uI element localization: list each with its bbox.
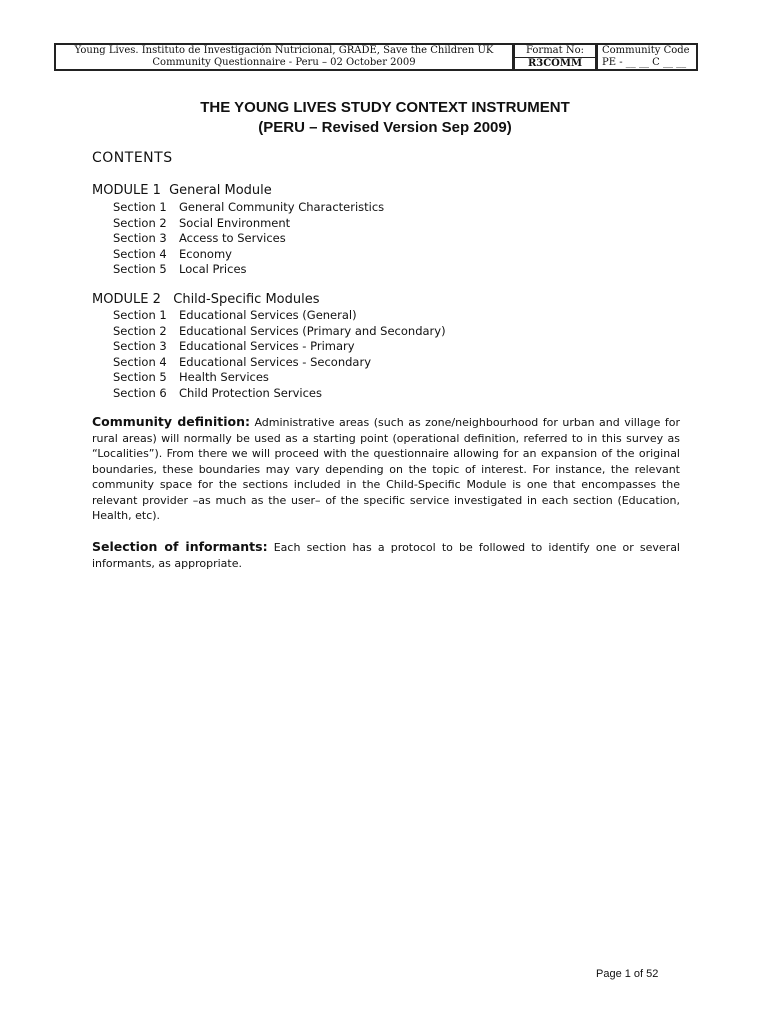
- list-item: Section 3 Educational Services - Primary: [113, 339, 355, 353]
- list-item: Section 5 Health Services: [113, 370, 269, 384]
- list-item: Section 3 Access to Services: [113, 231, 286, 245]
- list-item: Section 5 Local Prices: [113, 262, 247, 276]
- module-2-label: MODULE 2: [92, 292, 161, 307]
- header-community-code-cell: [596, 45, 696, 69]
- community-code-label: Community Code: [602, 45, 690, 56]
- header-format-cell: [513, 45, 596, 69]
- module-1-section-list: [113, 200, 384, 278]
- module-1-label: MODULE 1: [92, 183, 161, 198]
- document-subtitle: (PERU – Revised Version Sep 2009): [258, 119, 512, 136]
- community-definition-text: Administrative areas (such as zone/neighbourhood for urban and village for rural areas) will normally be used as a starting point (operational definition, referred to in this survey as “Localities”). From there we will proceed with the questionnaire allowing for an expansion of the original boundaries, these boundaries may vary depending on the topic of interest. For instance, the relevant community space for the sections included in the Child-Specific Module is one that encompasses the relevant provider –as much as the user– of the specific service investigated in each section (Education, Health, etc).: [92, 416, 680, 522]
- informants-text: Each section has a protocol to be followed to identify one or several informants, as appropriate.: [92, 541, 680, 570]
- format-value: R3COMM: [515, 57, 595, 70]
- contents-heading: CONTENTS: [92, 150, 173, 166]
- module-2-name: Child-Specific Modules: [173, 292, 320, 307]
- list-item: Section 4 Economy: [113, 246, 232, 261]
- list-item: Section 2 Social Environment: [113, 215, 291, 230]
- module-2-section-list: [113, 308, 446, 401]
- list-item: Section 6 Child Protection Services: [113, 385, 322, 400]
- list-item: Section 4 Educational Services - Secondary: [113, 354, 372, 369]
- format-label: Format No:: [526, 44, 584, 56]
- header-table: [54, 43, 698, 71]
- header-line-1: Young Lives. Instituto de Investigación Nutricional, GRADE, Save the Children UK: [74, 45, 494, 56]
- list-item: Section 2 Educational Services (Primary and Secondary): [113, 323, 446, 338]
- community-definition-paragraph: [92, 414, 680, 524]
- list-item: Section 1 General Community Characteristics: [113, 200, 385, 214]
- community-definition-lead: Community definition:: [92, 414, 250, 429]
- module-1-name: General Module: [169, 183, 272, 198]
- header-line-2: Community Questionnaire - Peru – 02 October 2009: [152, 57, 416, 68]
- module-2-heading: [92, 292, 320, 307]
- module-1-heading: [92, 183, 272, 198]
- header-project-cell: [56, 45, 513, 69]
- page-number: Page 1 of 52: [596, 968, 659, 980]
- list-item: Section 1 Educational Services (General): [113, 308, 357, 322]
- document-title: THE YOUNG LIVES STUDY CONTEXT INSTRUMENT: [200, 99, 570, 116]
- informants-lead: Selection of informants:: [92, 539, 268, 554]
- community-code-value: PE - __ __ C __ __: [602, 57, 687, 68]
- selection-of-informants-paragraph: [92, 539, 680, 571]
